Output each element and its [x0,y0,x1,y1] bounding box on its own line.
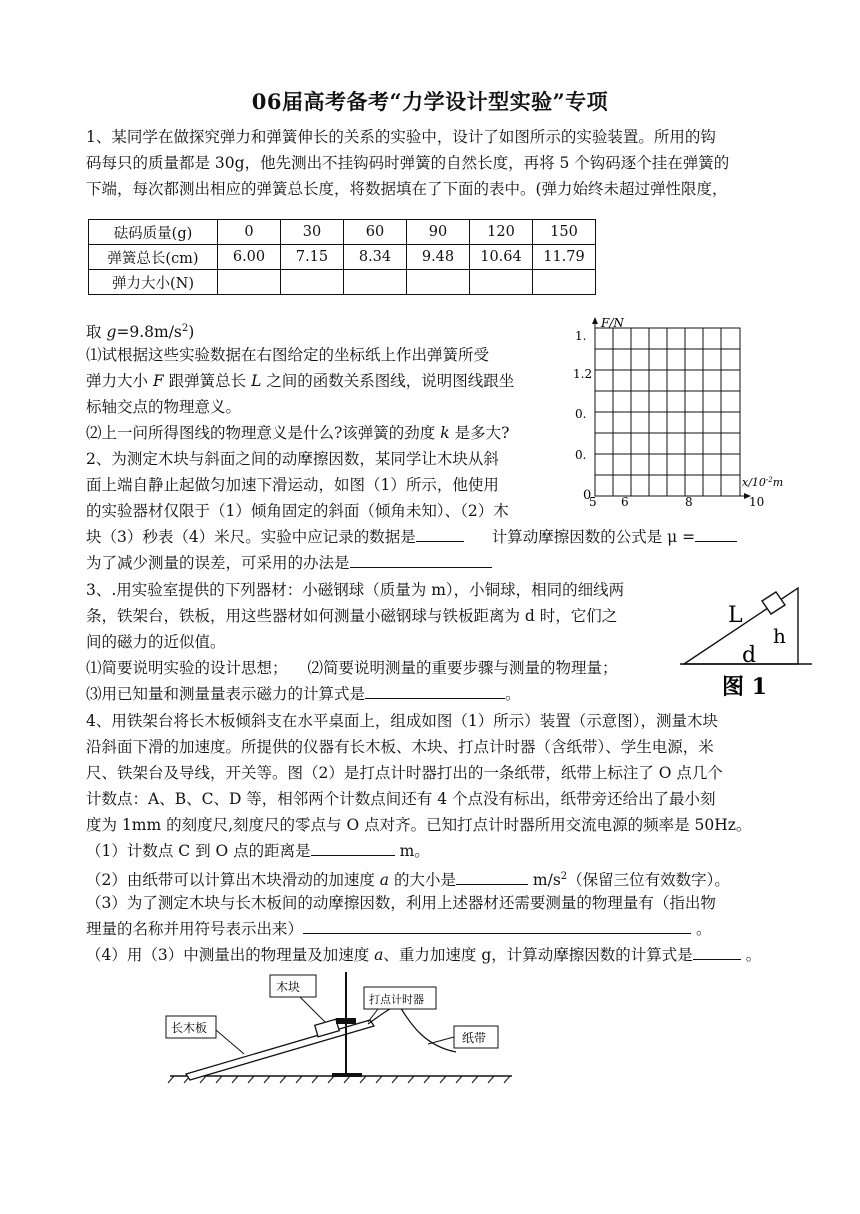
q3-line-4: ⑴简要说明实验的设计思想； ⑵简要说明测量的重要步骤与测量的物理量； [86,659,618,677]
y-tick-label: 1. [575,329,587,343]
table-cell: 7.15 [281,245,344,270]
label-L: L [728,603,743,628]
table-cell [407,270,470,295]
origin-label: 0 [583,488,592,503]
q1-part2-line: ⑵上一问所得图线的物理意义是什么?该弹簧的劲度 k 是多大? [86,424,510,442]
iron-stand-base [332,1073,362,1077]
table-cell: 150 [533,220,596,245]
table-cell: 30 [281,220,344,245]
x-axis-label: $x/10^{-2}m$ [742,476,784,489]
q1-line-2: 码每只的质量都是 30g，他先测出不挂钩码时弹簧的自然长度，再将 5 个钩码逐个挂在弹簧的 [86,154,730,172]
q1-line-1: 1、某同学在做探究弹力和弹簧伸长的关系的实验中，设计了如图所示的实验装置。所用的钩 [86,128,716,146]
q4-sub-3-b: 理量的名称并用符号表示出来） 。 [86,920,712,938]
q1-g-note: 取 $g=9.8m/s^2$) [86,323,195,342]
table-hatching [168,1076,510,1083]
q4-line-3: 尺、铁架台及导线，开关等。图（2）是打点计时器打出的一条纸带，纸带上标注了 O 点几个 [86,764,723,782]
y-axis-arrow-icon [592,317,598,324]
q2-line-3: 的实验器材仅限于（1）倾角固定的斜面（倾角未知）、（2）木 [86,502,509,520]
answer-blank[interactable] [456,870,528,885]
table-cell [533,270,596,295]
q4-line-5: 度为 1mm 的刻度尺,刻度尺的零点与 O 点对齐。已知打点计时器所用交流电源的频率是 50Hz。 [86,816,752,834]
board-label: 长木板 [171,1021,208,1035]
table-cell [218,270,281,295]
figure-caption: 图 1 [722,674,767,700]
block-shape [762,592,785,614]
answer-blank[interactable] [350,553,492,568]
q1-line-3: 下端，每次都测出相应的弹簧总长度，将数据填在了下面的表中。(弹力始终未超过弹性限度， [86,180,728,198]
y-tick-label: 0. [575,407,587,421]
q4-sub-2: （2）由纸带可以计算出木块滑动的加速度 a 的大小是 $m/s^2$（保留三位有效数字）。 [86,871,730,890]
answer-blank[interactable] [365,684,505,699]
table-row [89,270,596,295]
q4-line-4: 计数点：A、B、C、D 等，相邻两个计数点间还有 4 个点没有标出，纸带旁还给出了最小刻 [86,790,716,808]
spring-graph [565,313,795,513]
apparatus-figure [160,970,530,1100]
answer-blank[interactable] [416,527,464,542]
x-tick-label: 5 [589,495,597,509]
table-cell: 10.64 [470,245,533,270]
table-cell: 弹簧总长(cm) [89,245,218,270]
table-cell: 弹力大小(N) [89,270,218,295]
table-cell [281,270,344,295]
x-tick-label: 10 [749,495,765,509]
y-tick-label: 1.2 [573,367,593,381]
q1-part1-line-a: ⑴试根据这些实验数据在右图给定的坐标纸上作出弹簧所受 [86,346,490,364]
q4-line-2: 沿斜面下滑的加速度。所提供的仪器有长木板、木块、打点计时器（含纸带）、学生电源，米 [86,738,714,756]
q2-line-5: 为了减少测量的误差，可采用的办法是 [86,552,492,574]
q2-line-4: 块（3）秒表（4）米尺。实验中应记录的数据是 计算动摩擦因数的公式是 μ = [86,526,737,548]
answer-blank[interactable] [311,841,395,856]
q1-part1-line-c: 标轴交点的物理意义。 [86,398,242,416]
answer-blank[interactable] [693,945,741,960]
table-cell: 8.34 [344,245,407,270]
label-d: d [742,643,757,668]
table-row [89,245,596,270]
q4-sub-1: （1）计数点 C 到 O 点的距离是 m。 [86,842,430,860]
table-cell: 11.79 [533,245,596,270]
q2-line-1: 2、为测定木块与斜面之间的动摩擦因数，某同学让木块从斜 [86,450,499,468]
timer-label: 打点计时器 [369,993,424,1006]
q4-line-1: 4、用铁架台将长木板倾斜支在水平桌面上，组成如图（1）所示）装置（示意图），测量木块 [86,712,718,730]
graph-grid [595,328,740,496]
table-cell: 60 [344,220,407,245]
answer-blank[interactable] [695,527,737,542]
table-cell: 0 [218,220,281,245]
block-label: 木块 [276,980,301,994]
x-tick-label: 8 [685,495,693,509]
label-h: h [773,624,786,648]
table-cell [470,270,533,295]
table-cell: 90 [407,220,470,245]
x-tick-label: 6 [621,495,629,509]
q1-part1-line-b: 弹力大小 F 跟弹簧总长 L 之间的函数关系图线，说明图线跟坐 [86,372,515,390]
page-title: 06届高考备考“力学设计型实验”专项 [251,89,609,114]
table-row [89,220,596,245]
paper-tape [368,1007,456,1052]
table-cell [344,270,407,295]
table-cell: 6.00 [218,245,281,270]
q2-line-2: 面上端自静止起做匀加速下滑运动，如图（1）所示，他使用 [86,476,499,494]
stand-clamp [336,1018,356,1024]
answer-blank[interactable] [303,919,691,934]
tape-label: 纸带 [462,1031,487,1045]
y-axis-label: F/N [601,316,624,330]
q4-sub-4: （4）用（3）中测量出的物理量及加速度 a、重力加速度 g，计算动摩擦因数的计算式是 。 [86,946,762,964]
q3-line-5: ⑶用已知量和测量量表示磁力的计算式是 。 [86,685,521,703]
q4-sub-3-a: （3）为了测定木块与长木板间的动摩擦因数，利用上述器材还需要测量的物理量有（指出物 [86,894,716,912]
table-cell: 砝码质量(g) [89,220,218,245]
q3-line-1: 3、.用实验室提供的下列器材：小磁钢球（质量为 m），小铜球，相同的细线两 [86,581,625,599]
table-cell: 120 [470,220,533,245]
y-tick-label: 0. [575,448,587,462]
table-cell: 9.48 [407,245,470,270]
spring-data-table [88,219,596,295]
incline-figure [680,576,814,700]
q3-line-3: 间的磁力的近似值。 [86,633,226,651]
q3-line-2: 条，铁架台，铁板，用这些器材如何测量小磁钢球与铁板距离为 d 时，它们之 [86,607,618,625]
